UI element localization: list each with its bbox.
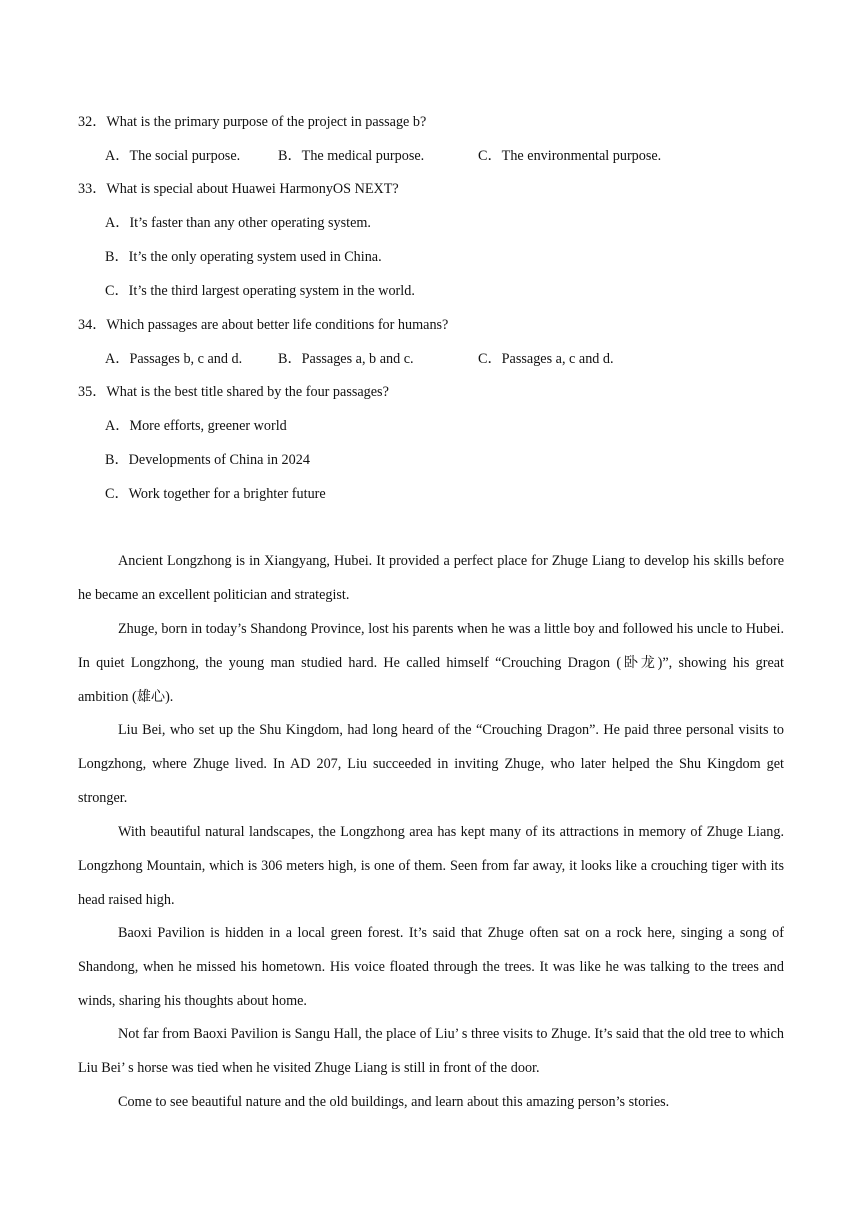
question-text: What is the primary purpose of the project in passage b? xyxy=(106,114,427,130)
option-32-b: B．The medical purpose. xyxy=(278,148,425,164)
option-32-c: C．The environmental purpose. xyxy=(478,148,662,164)
option-35-c: C．Work together for a brighter future xyxy=(105,486,326,502)
question-text: Which passages are about better life conditions for humans? xyxy=(106,317,449,333)
option-33-c: C．It’s the third largest operating system in the world. xyxy=(105,283,415,299)
question-number: 35 xyxy=(78,384,93,400)
passage-paragraph-7: Come to see beautiful nature and the old buildings, and learn about this amazing person’s stories. xyxy=(118,1094,670,1110)
question-number: 33 xyxy=(78,181,93,197)
passage-paragraph-5: Baoxi Pavilion is hidden in a local green forest. It’s said that Zhuge often sat on a rock here, singing a song of Shandong, when he missed his hometown. His voice floated through the trees. It was like he was talking to the trees and winds, sharing his thoughts about home. xyxy=(78,925,784,1009)
option-34-a: A．Passages b, c and d. xyxy=(105,351,243,367)
option-33-b: B．It’s the only operating system used in China. xyxy=(105,249,382,265)
question-35: 35．What is the best title shared by the four passages? xyxy=(78,384,389,400)
option-35-b: B．Developments of China in 2024 xyxy=(105,452,310,468)
question-text: What is the best title shared by the four passages? xyxy=(106,384,389,400)
question-34: 34．Which passages are about better life conditions for humans? xyxy=(78,317,449,333)
option-32-a: A．The social purpose. xyxy=(105,148,241,164)
question-number: 34 xyxy=(78,317,93,333)
option-34-b: B．Passages a, b and c. xyxy=(278,351,414,367)
option-35-a: A．More efforts, greener world xyxy=(105,418,287,434)
option-33-a: A．It’s faster than any other operating system. xyxy=(105,215,371,231)
question-33: 33．What is special about Huawei HarmonyOS NEXT? xyxy=(78,181,399,197)
question-number: 32 xyxy=(78,114,93,130)
question-32: 32．What is the primary purpose of the project in passage b? xyxy=(78,114,427,130)
option-34-c: C．Passages a, c and d. xyxy=(478,351,614,367)
passage-paragraph-2: Zhuge, born in today’s Shandong Province, lost his parents when he was a little boy and followed his uncle to Hubei. In quiet Longzhong, the young man studied hard. He called himself “Crouching Dragon (卧龙)”, showing his great ambition (雄心). xyxy=(78,621,784,705)
passage-paragraph-6: Not far from Baoxi Pavilion is Sangu Hall, the place of Liu’ s three visits to Zhuge. It’s said that the old tree to which Liu Bei’ s horse was tied when he visited Zhuge Liang is still in front of the door. xyxy=(78,1026,784,1076)
question-text: What is special about Huawei HarmonyOS NEXT? xyxy=(106,181,399,197)
passage-paragraph-1: Ancient Longzhong is in Xiangyang, Hubei. It provided a perfect place for Zhuge Liang to develop his skills before he became an excellent politician and strategist. xyxy=(78,553,784,603)
passage-paragraph-3: Liu Bei, who set up the Shu Kingdom, had long heard of the “Crouching Dragon”. He paid three personal visits to Longzhong, where Zhuge lived. In AD 207, Liu succeeded in inviting Zhuge, who later helped the Shu Kingdom get stronger. xyxy=(78,722,784,806)
passage-paragraph-4: With beautiful natural landscapes, the Longzhong area has kept many of its attractions in memory of Zhuge Liang. Longzhong Mountain, which is 306 meters high, is one of them. Seen from far away, it looks like a crouching tiger with its head raised high. xyxy=(78,824,784,908)
